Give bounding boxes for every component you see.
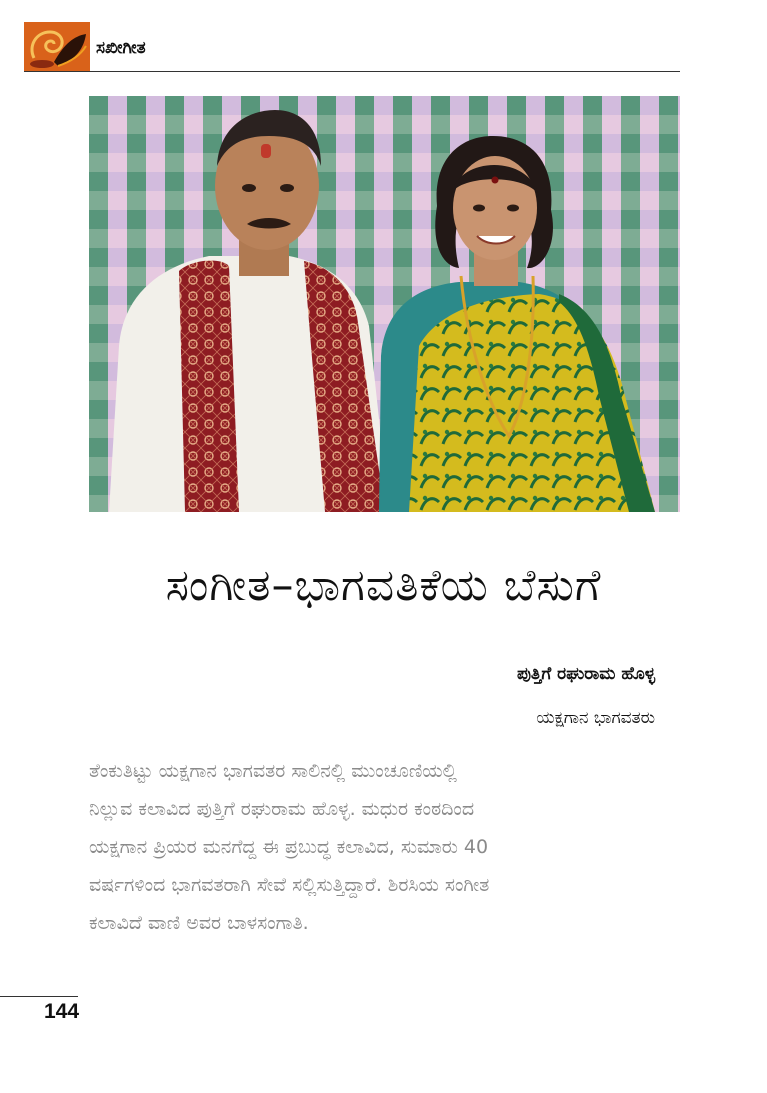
footer-divider (0, 996, 78, 997)
intro-line: ಕಲಾವಿದೆ ವಾಣಿ ಅವರ ಬಾಳಸಂಗಾತಿ. (89, 912, 309, 934)
portrait-photo (89, 96, 680, 512)
page-header (24, 22, 680, 72)
spiral-conch-logo-icon (24, 22, 90, 72)
author-name: ಪುತ್ತಿಗೆ ರಘುರಾಮ ಹೊಳ್ಳ (517, 664, 655, 684)
article-title: ಸಂಗೀತ–ಭಾಗವತಿಕೆಯ ಬೆಸುಗೆ (165, 560, 602, 611)
intro-line: ವರ್ಷಗಳಿಂದ ಭಾಗವತರಾಗಿ ಸೇವೆ ಸಲ್ಲಿಸುತ್ತಿದ್ದಾರೆ. ಶಿರಸಿಯ ಸಂಗೀತ (89, 874, 490, 896)
intro-line: ತೆಂಕುತಿಟ್ಟು ಯಕ್ಷಗಾನ ಭಾಗವತರ ಸಾಲಿನಲ್ಲಿ ಮುಂಚೂಣಿಯಲ್ಲಿ (89, 760, 457, 782)
intro-line: ಯಕ್ಷಗಾನ ಪ್ರಿಯರ ಮನಗೆದ್ದ ಈ ಪ್ರಬುದ್ಧ ಕಲಾವಿದ, ಸುಮಾರು 40 (89, 836, 489, 858)
intro-paragraph (89, 752, 669, 942)
section-title: ಸಖೀಗೀತ (96, 38, 146, 58)
page-number: 144 (44, 1000, 80, 1023)
author-designation: ಯಕ್ಷಗಾನ ಭಾಗವತರು (536, 708, 655, 728)
intro-line: ನಿಲ್ಲುವ ಕಲಾವಿದ ಪುತ್ತಿಗೆ ರಘುರಾಮ ಹೊಳ್ಳ. ಮಧುರ ಕಂಠದಿಂದ (89, 798, 475, 820)
header-divider (24, 71, 680, 72)
